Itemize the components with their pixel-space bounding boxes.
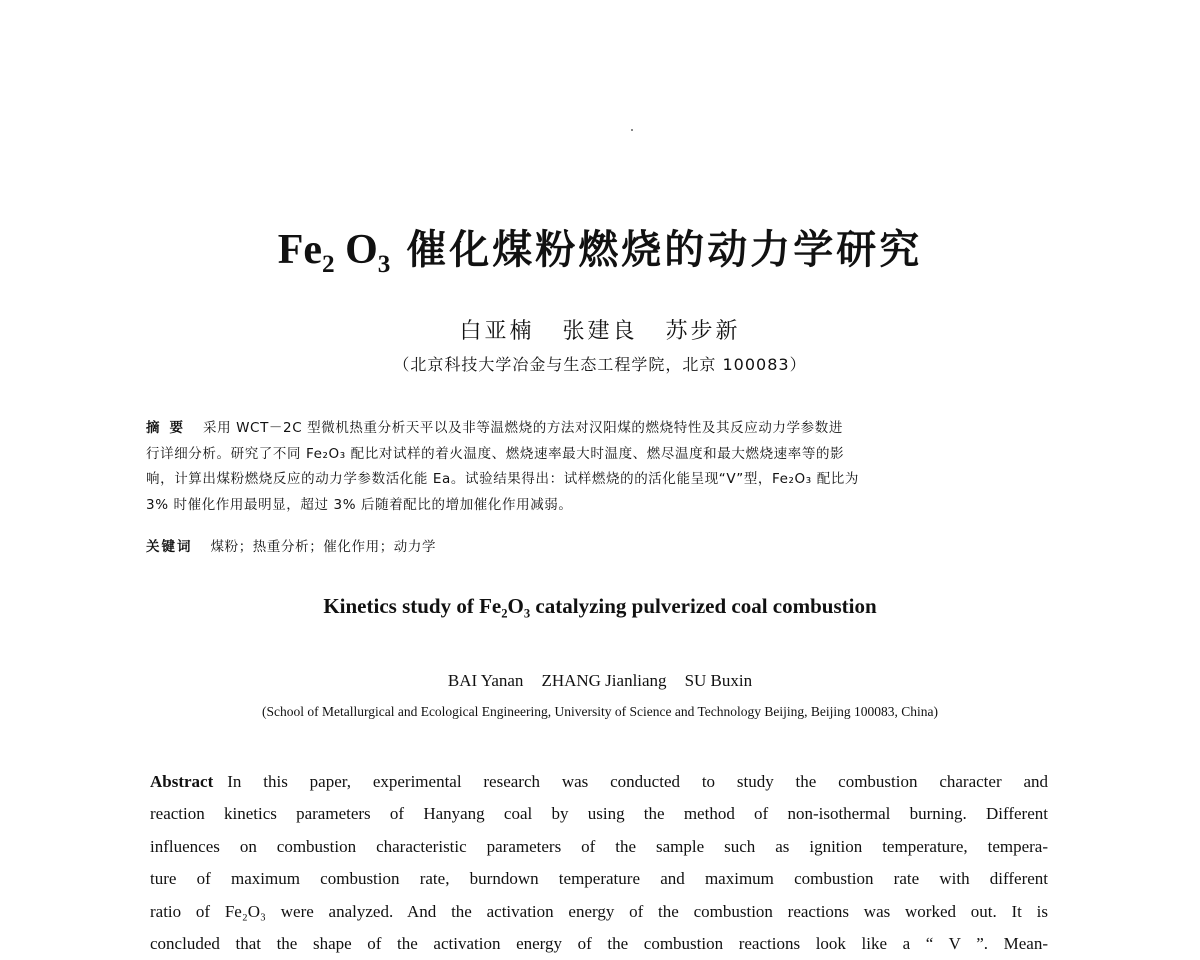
- scan-speck: [631, 129, 633, 131]
- title-text: 催化煤粉燃烧的动力学研究: [406, 227, 923, 273]
- english-title: Kinetics study of $Fe_2O_3$ catalyzing pulverized coal combustion: [323, 594, 877, 621]
- english-authors: [0, 671, 1200, 691]
- abstract-line: Abstract In this paper, experimental research was conducted to study the combustion character and: [150, 772, 1048, 791]
- abstract-line: ture of maximum combustion rate, burndown temperature and maximum combustion rate with different: [150, 869, 1048, 889]
- chinese-keywords: [146, 535, 436, 555]
- author: BAI Yanan: [447, 671, 524, 690]
- chinese-title: [0, 218, 1200, 278]
- abstract-line: ratio of Fe₂O₃ were analyzed. And the activation energy of the combustion reactions was worked out. It is: [150, 901, 1048, 921]
- abstract-line: 摘要 采用 WCT－2C 型微机热重分析天平以及非等温燃烧的方法对汉阳煤的燃烧特性及其反应动力学参数进: [146, 420, 843, 436]
- keywords-text: 煤粉；热重分析；催化作用；动力学: [210, 539, 437, 555]
- abstract-line: 响，计算出煤粉燃烧反应的动力学参数活化能 Ea。试验结果得出：试样燃烧的的活化能呈现“V”型，Fe₂O₃ 配比为: [146, 471, 859, 487]
- abstract-line: 3% 时催化作用最明显，超过 3% 后随着配比的增加催化作用减弱。: [146, 496, 573, 513]
- author: 苏步新: [665, 319, 741, 344]
- keywords-label: 关键词: [146, 539, 193, 555]
- abstract-line: influences on combustion characteristic parameters of the sample such as ignition temperature, tempera-: [150, 836, 1048, 856]
- abstract-line: 行详细分析。研究了不同 Fe₂O₃ 配比对试样的着火温度、燃烧速率最大时温度、燃尽温度和最大燃烧速率等的影: [146, 445, 845, 462]
- chinese-abstract: [146, 416, 1052, 518]
- abstract-line: reaction kinetics parameters of Hanyang coal by using the method of non-isothermal burning. Different: [150, 804, 1048, 824]
- abstract-label: Abstract: [150, 772, 214, 791]
- chinese-affiliation: （北京科技大学冶金与生态工程学院，北京 100083）: [393, 355, 807, 374]
- author: SU Buxin: [684, 671, 753, 690]
- abstract-line: concluded that the shape of the activation energy of the combustion reactions look like a “ V ”. Mean-: [150, 934, 1048, 954]
- english-abstract: [150, 766, 1048, 960]
- english-affiliation: (School of Metallurgical and Ecological Engineering, University of Science and Technology Beijing, Beijing 100083, China): [261, 704, 939, 719]
- title-formula: $Fe_2$ $O_3$: [277, 227, 391, 278]
- abstract-label: 摘要: [146, 420, 193, 436]
- author: 白亚楠: [459, 319, 535, 344]
- chinese-authors: [0, 314, 1200, 345]
- author: ZHANG Jianliang: [541, 671, 667, 690]
- author: 张建良: [562, 319, 638, 344]
